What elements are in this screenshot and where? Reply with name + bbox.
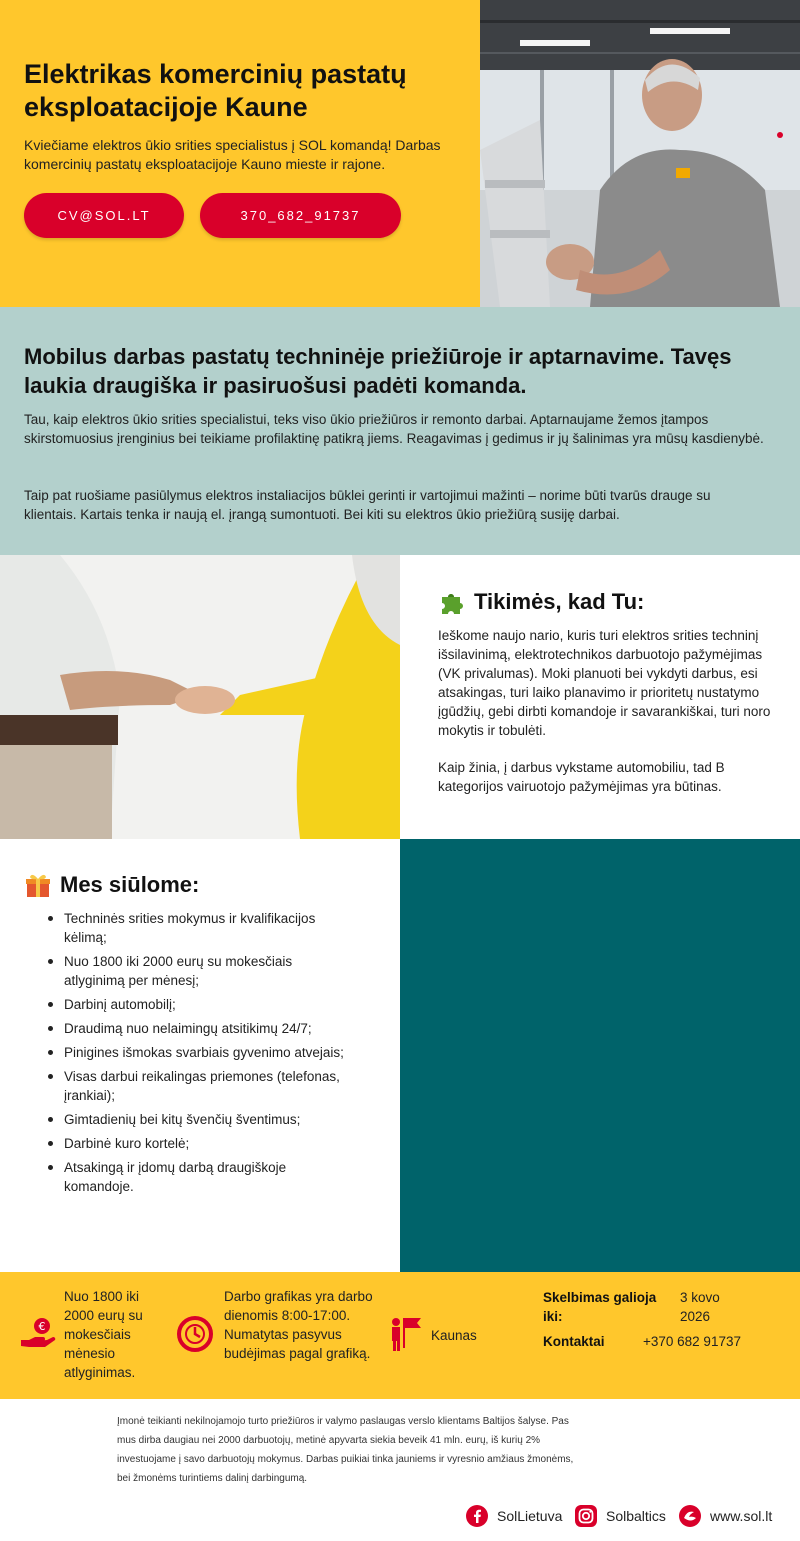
requirements-title (438, 588, 644, 616)
website-link[interactable] (678, 1502, 772, 1530)
phone-button[interactable]: 370_682_91737 (200, 193, 401, 238)
list-item: Darbinį automobilį; (46, 995, 346, 1014)
valid-until-value: 3 kovo 2026 (680, 1290, 720, 1324)
contact-label: Kontaktai (543, 1334, 605, 1349)
teal-panel (400, 839, 800, 1272)
valid-until-label: Skelbimas galioja iki: (543, 1290, 657, 1324)
gift-icon (24, 871, 52, 899)
list-item: Nuo 1800 iki 2000 eurų su mokesčiais atlyginimą per mėnesį; (46, 952, 346, 990)
location-text: Kaunas (431, 1328, 477, 1343)
facebook-icon (465, 1504, 489, 1528)
hero-text (24, 58, 454, 174)
requirements-title-text: Tikimės, kad Tu: (474, 589, 645, 614)
work-description-section (0, 307, 800, 555)
facebook-link[interactable] (465, 1502, 562, 1530)
work-description-paragraph-2: Taip pat ruošiame pasiūlymus elektros instaliacijos būklei gerinti ir vartojimui mažinti – norime būti tvarūs drauge su klientais. Kartais tenka ir naują el. įrangą sumontuoti. Bei kiti su elektros ūkio priežiūrą susiję darbai. (24, 488, 711, 522)
offer-section (0, 839, 400, 1272)
electrician-photo (480, 0, 800, 307)
list-item: Visas darbui reikalingas priemones (telefonas, įrankiai); (46, 1067, 346, 1105)
facebook-label: SolLietuva (497, 1508, 563, 1524)
requirements-paragraph-1: Ieškome naujo nario, kuris turi elektros srities techninį išsilavinimą, elektrotechnikos darbuotojo pažymėjimas (VK privalumas). Moki planuoti bei vykdyti darbus, esi atsakingas, turi laiko planavimo ir prioritetų nustatymo įgūdžių, gebi dirbti komandoje ir savarankiškai, turi noro mokytis ir tobulėti. (438, 628, 771, 738)
website-label: www.sol.lt (710, 1508, 773, 1524)
info-bar (0, 1272, 800, 1399)
offer-title-text: Mes siūlome: (60, 872, 200, 897)
list-item: Gimtadienių bei kitų švenčių šventimus; (46, 1110, 346, 1129)
list-item: Darbinė kuro kortelė; (46, 1134, 346, 1153)
sol-logo-icon (678, 1504, 702, 1528)
salary-text: Nuo 1800 iki 2000 eurų su mokesčiais mėnesio atlyginimas. (64, 1289, 143, 1380)
instagram-label: Solbaltics (606, 1508, 666, 1524)
instagram-icon (574, 1504, 598, 1528)
page-title: Elektrikas komercinių pastatų eksploatacijoje Kaune (24, 59, 407, 122)
work-description-title: Mobilus darbas pastatų techninėje priežiūroje ir aptarnavime. Tavęs laukia draugiška ir pasiruošusi padėti komanda. (24, 344, 732, 398)
company-description: Įmonė teikianti nekilnojamojo turto priežiūros ir valymo paslaugas verslo klientams Baltijos šalyse. Pas mus dirba daugiau nei 2000 darbuotojų, metinė apyvarta siekia beveik 41 mln. eurų, iš kurių 2% investuojame į savo darbuotojų mokymus. Darbas puikiai tinka jauniems ir vyresnio amžiaus žmonėms, bei žmonėms turintiems dalinį darbingumą. (117, 1416, 574, 1484)
hero-subtitle: Kviečiame elektros ūkio srities specialistus į SOL komandą! Darbas komercinių pastatų eksploatacijoje Kauno mieste ir rajone. (24, 137, 441, 172)
puzzle-icon (438, 588, 466, 616)
requirements-section (400, 555, 800, 839)
handshake-photo (0, 555, 400, 839)
svg-text:€: € (38, 1320, 46, 1333)
email-button[interactable]: CV@SOL.LT (24, 193, 184, 238)
schedule-text: Darbo grafikas yra darbo dienomis 8:00-17:00. Numatytas pasyvus budėjimas pagal grafiką. (224, 1289, 373, 1361)
offer-title (24, 871, 199, 899)
offer-list (46, 909, 346, 1201)
list-item: Pinigines išmokas svarbiais gyvenimo atvejais; (46, 1043, 346, 1062)
work-description-paragraph-1: Tau, kaip elektros ūkio srities specialistui, teks viso ūkio priežiūros ir remonto darbai. Aptarnaujame žemos įtampos skirstomuosius įrenginius bei teikiame profilaktinę patikrą jiems. Reagavimas į gedimus ir jų šalinimas yra mūsų kasdienybė. (24, 412, 764, 446)
instagram-link[interactable] (574, 1502, 666, 1530)
contact-value: +370 682 91737 (643, 1334, 741, 1349)
list-item: Techninės srities mokymus ir kvalifikacijos kėlimą; (46, 909, 346, 947)
location-icon (386, 1314, 426, 1354)
clock-icon (175, 1314, 215, 1354)
list-item: Draudimą nuo nelaimingų atsitikimų 24/7; (46, 1019, 346, 1038)
requirements-paragraph-2: Kaip žinia, į darbus vykstame automobiliu, tad B kategorijos vairuotojo pažymėjimas yra būtinas. (438, 760, 725, 794)
salary-icon (18, 1314, 58, 1354)
list-item: Atsakingą ir įdomų darbą draugiškoje komandoje. (46, 1158, 346, 1196)
